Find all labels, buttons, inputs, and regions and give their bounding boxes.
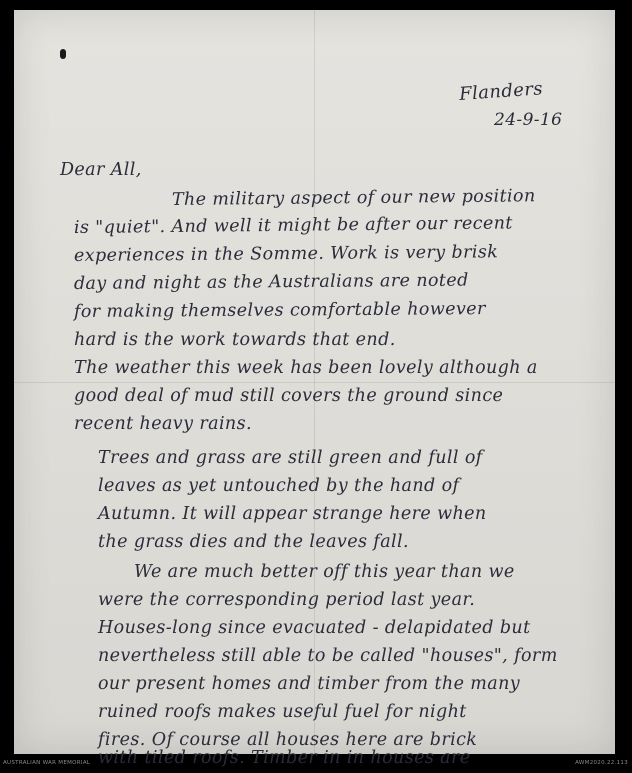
letter-line: hard is the work towards that end. [74, 330, 396, 350]
letter-line: were the corresponding period last year. [98, 590, 476, 610]
letter-salutation: Dear All, [60, 160, 142, 180]
letter-line: The military aspect of our new position [171, 186, 536, 210]
letter-line: Houses-long since evacuated - delapidated but [98, 618, 531, 638]
letter-line: recent heavy rains. [74, 414, 252, 434]
letter-line: for making themselves comfortable however [73, 299, 486, 322]
footer-credit-right: AWM2020.22.113 [575, 760, 628, 766]
letter-line: nevertheless still able to be called "houses", form [98, 646, 558, 666]
letter-line: with tiled roofs. Timber in in houses are [98, 748, 471, 768]
letter-line: the grass dies and the leaves fall. [98, 532, 409, 552]
letter-line: our present homes and timber from the many [98, 674, 521, 694]
letter-place: Flanders [458, 78, 544, 105]
letter-line: good deal of mud still covers the ground since [74, 386, 504, 406]
letter-line: The weather this week has been lovely although a [74, 358, 538, 378]
footer-credit-left: AUSTRALIAN WAR MEMORIAL [3, 760, 91, 766]
letter-line: We are much better off this year than we [134, 562, 515, 582]
paper-crease-horizontal [14, 382, 615, 383]
letter-line: Trees and grass are still green and full of [98, 448, 483, 468]
punch-hole [60, 49, 66, 59]
letter-line: day and night as the Australians are noted [73, 270, 469, 294]
letter-line: ruined roofs makes useful fuel for night [98, 702, 467, 722]
letter-line: fires. Of course all houses here are brick [98, 730, 478, 750]
letter-line: is "quiet". And well it might be after our recent [73, 213, 513, 238]
letter-line: experiences in the Somme. Work is very brisk [73, 242, 499, 266]
letter-date: 24-9-16 [494, 110, 563, 130]
letter-line: leaves as yet untouched by the hand of [98, 476, 460, 496]
letter-line: Autumn. It will appear strange here when [98, 504, 487, 524]
